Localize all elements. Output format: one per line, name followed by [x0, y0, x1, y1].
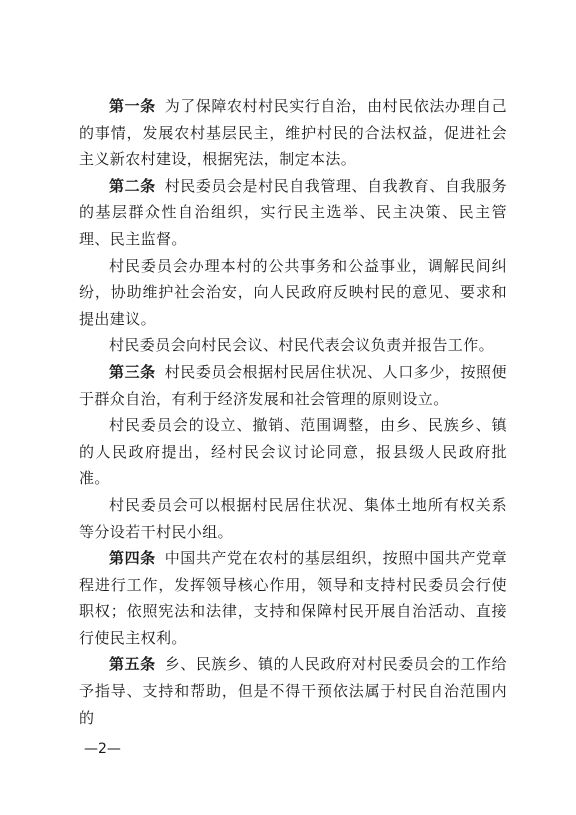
article-2-paragraph-3: [79, 332, 507, 359]
document-body: [79, 93, 507, 731]
article-3-paragraph-3: [79, 492, 507, 545]
article-label: 第五条: [109, 655, 156, 674]
article-3-paragraph: [79, 359, 507, 412]
paragraph-text: 村民委员会是村民自我管理、自我教育、自我服务的基层群众性自治组织，实行民主选举、民主决策、民主管理、民主监督。: [79, 176, 507, 248]
article-4-paragraph: [79, 545, 507, 651]
paragraph-text: 村民委员会向村民会议、村民代表会议负责并报告工作。: [109, 336, 495, 355]
article-5-paragraph: [79, 651, 507, 731]
paragraph-text: 村民委员会的设立、撤销、范围调整，由乡、民族乡、镇的人民政府提出，经村民会议讨论同意，报县级人民政府批准。: [79, 416, 507, 488]
article-2-paragraph: [79, 173, 507, 253]
page-number: —2—: [84, 741, 121, 757]
paragraph-text: 为了保障农村村民实行自治，由村民依法办理自己的事情，发展农村基层民主，维护村民的合法权益，促进社会主义新农村建设，根据宪法，制定本法。: [79, 97, 507, 169]
article-2-paragraph-2: [79, 253, 507, 333]
article-3-paragraph-2: [79, 412, 507, 492]
paragraph-text: 中国共产党在农村的基层组织，按照中国共产党章程进行工作，发挥领导核心作用，领导和支持村民委员会行使职权；依照宪法和法律，支持和保障村民开展自治活动、直接行使民主权利。: [79, 549, 507, 647]
paragraph-text: 村民委员会根据村民居住状况、人口多少，按照便于群众自治，有利于经济发展和社会管理的原则设立。: [79, 362, 507, 408]
article-label: 第三条: [109, 362, 156, 381]
article-label: 第一条: [109, 97, 156, 115]
paragraph-text: 村民委员会可以根据村民居住状况、集体土地所有权关系等分设若干村民小组。: [79, 495, 507, 541]
paragraph-text: 乡、民族乡、镇的人民政府对村民委员会的工作给予指导、支持和帮助，但是不得干预依法属于村民自治范围内的: [79, 655, 507, 727]
article-label: 第二条: [109, 176, 156, 195]
article-label: 第四条: [109, 549, 156, 568]
article-1-paragraph: [79, 93, 507, 173]
paragraph-text: 村民委员会办理本村的公共事务和公益事业，调解民间纠纷，协助维护社会治安，向人民政府反映村民的意见、要求和提出建议。: [79, 256, 507, 328]
